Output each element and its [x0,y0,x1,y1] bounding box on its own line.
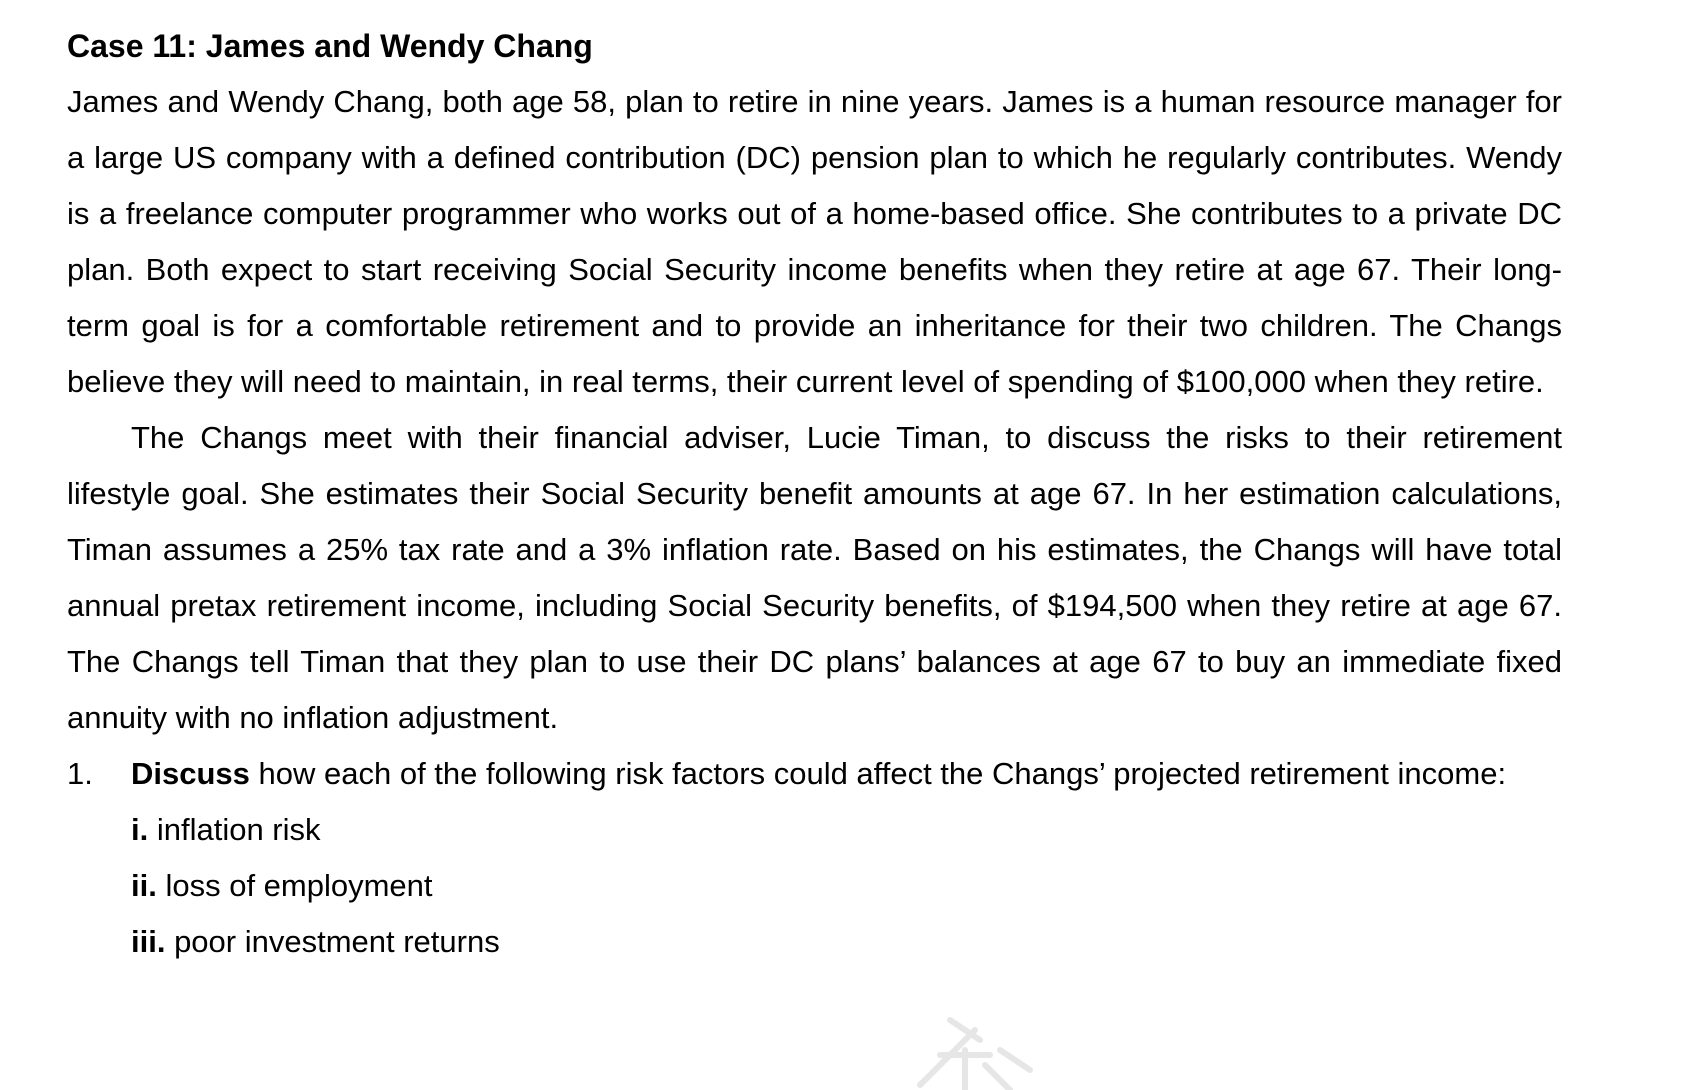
risk-factor-item [131,914,1562,970]
case-paragraph-1: James and Wendy Chang, both age 58, plan to retire in nine years. James is a human resource manager for a large US company with a defined contribution (DC) pension plan to which he regularly contributes. Wendy is a freelance computer programmer who works out of a home-based office. She contributes to a private DC plan. Both expect to start receiving Social Security income benefits when they retire at age 67. Their long-term goal is for a comfortable retirement and to provide an inheritance for their two children. The Changs believe they will need to maintain, in real terms, their current level of spending of $100,000 when they retire. [67,84,1562,399]
question-text [131,746,1562,802]
risk-factor-label: ii. [131,868,157,903]
risk-factor-text: inflation risk [148,812,321,847]
document-page [67,18,1562,970]
risk-factor-list [131,802,1562,970]
case-title: Case 11: James and Wendy Chang [67,28,593,64]
risk-factor-label: i. [131,812,149,847]
question-body [131,746,1562,970]
risk-factor-label: iii. [131,924,166,959]
question-1 [67,746,1562,970]
case-paragraph-2: The Changs meet with their financial adviser, Lucie Timan, to discuss the risks to their retirement lifestyle goal. She estimates their Social Security benefit amounts at age 67. In her estimation calculations, Timan assumes a 25% tax rate and a 3% inflation rate. Based on his estimates, the Changs will have total annual pretax retirement income, including Social Security benefits, of $194,500 when they retire at age 67. The Changs tell Timan that they plan to use their DC plans’ balances at age 67 to buy an immediate fixed annuity with no inflation adjustment. [67,420,1562,735]
risk-factor-item [131,858,1562,914]
risk-factor-item [131,802,1562,858]
question-verb: Discuss [131,756,250,791]
question-number: 1. [67,756,93,791]
watermark-stamp [880,1010,1080,1090]
risk-factor-text: poor investment returns [165,924,500,959]
risk-factor-text: loss of employment [156,868,433,903]
question-prompt: how each of the following risk factors could affect the Changs’ projected retirement income: [249,756,1507,791]
